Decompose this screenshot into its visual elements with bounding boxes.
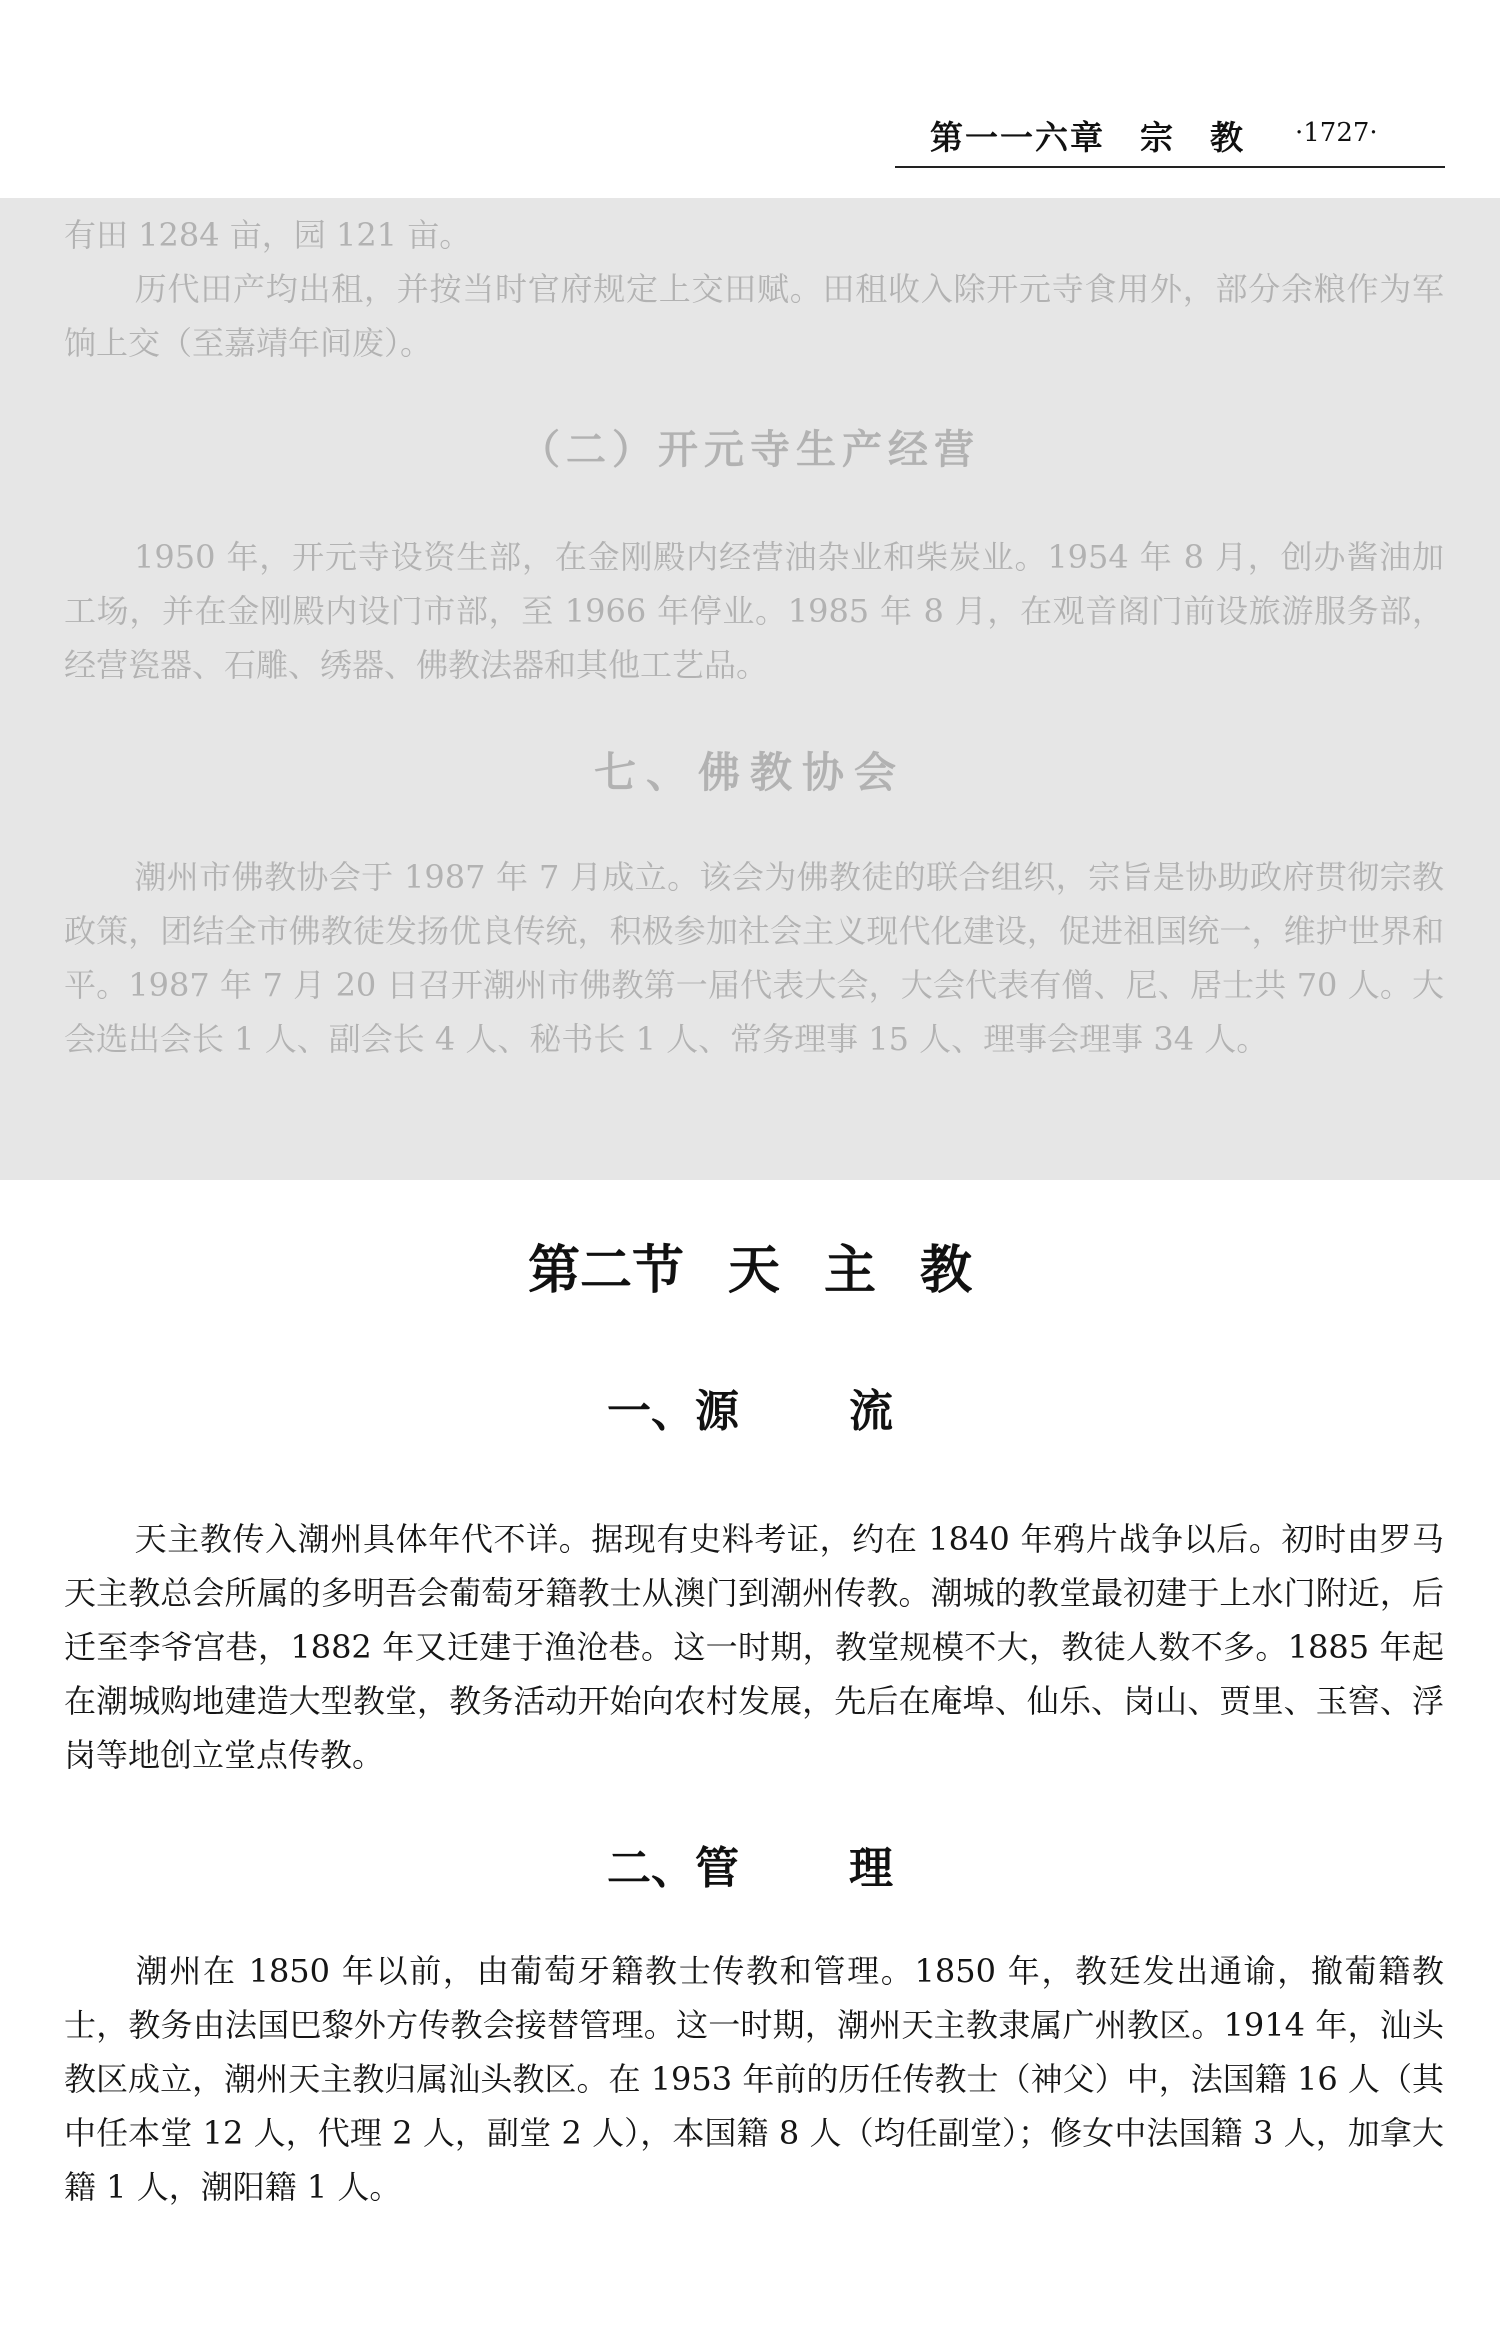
paragraph-rent-text: 历代田产均出租，并按当时官府规定上交田赋。田租收入除开元寺食用外，部分余粮作为军饷上交（至嘉靖年间废）。	[64, 270, 1444, 362]
subsection-origin-heading-a: 一、源	[607, 1386, 739, 1437]
paragraph-origin	[64, 1512, 1444, 1782]
section-title-part1: 第二节	[527, 1240, 684, 1301]
subsection-management-heading	[0, 1832, 1500, 1896]
running-head	[895, 112, 1445, 168]
subsection-origin-heading	[0, 1375, 1500, 1439]
paragraph-association-text: 潮州市佛教协会于 1987 年 7 月成立。该会为佛教徒的联合组织，宗旨是协助政府贯彻宗教政策，团结全市佛教徒发扬优良传统，积极参加社会主义现代化建设，促进祖国统一，维护世界和平。1987 年 7 月 20 日召开潮州市佛教第一届代表大会，大会代表有僧、尼、居士共 70 人。大会选出会长 1 人、副会长 4 人、秘书长 1 人、常务理事 15 人、理事会理事 34 人。	[64, 858, 1444, 1058]
paragraph-rent	[64, 262, 1444, 370]
chapter-title: 第一一六章 宗 教	[930, 118, 1245, 157]
section-title-part4: 教	[920, 1240, 973, 1301]
subheading-production: （二）开元寺生产经营	[520, 426, 980, 473]
paragraph-origin-text: 天主教传入潮州具体年代不详。据现有史料考证，约在 1840 年鸦片战争以后。初时由罗马天主教总会所属的多明吾会葡萄牙籍教士从澳门到潮州传教。潮城的教堂最初建于上水门附近，后迁至李爷宫巷，1882 年又迁建于渔沧巷。这一时期，教堂规模不大，教徒人数不多。1885 年起在潮城购地建造大型教堂，教务活动开始向农村发展，先后在庵埠、仙乐、岗山、贾里、玉窖、浮岗等地创立堂点传教。	[64, 1520, 1444, 1774]
section-title	[0, 1228, 1500, 1303]
subsection-management-heading-a: 二、管	[607, 1843, 739, 1894]
paragraph-business	[64, 530, 1444, 692]
page-number: ·1727·	[1295, 118, 1378, 148]
subsection-management-heading-b: 理	[849, 1843, 893, 1894]
section-title-part2: 天	[727, 1240, 780, 1301]
subsection-origin-heading-b: 流	[849, 1386, 893, 1437]
paragraph-management	[64, 1944, 1444, 2214]
paragraph-business-text: 1950 年，开元寺设资生部，在金刚殿内经营油杂业和柴炭业。1954 年 8 月，创办酱油加工场，并在金刚殿内设门市部，至 1966 年停业。1985 年 8 月，在观音阁门前设旅游服务部，经营瓷器、石雕、绣器、佛教法器和其他工艺品。	[64, 538, 1444, 684]
paragraph-management-text: 潮州在 1850 年以前，由葡萄牙籍教士传教和管理。1850 年，教廷发出通谕，撤葡籍教士，教务由法国巴黎外方传教会接替管理。这一时期，潮州天主教隶属广州教区。1914 年，汕头教区成立，潮州天主教归属汕头教区。在 1953 年前的历任传教士（神父）中，法国籍 16 人（其中任本堂 12 人，代理 2 人，副堂 2 人），本国籍 8 人（均任副堂）；修女中法国籍 3 人，加拿大籍 1 人，潮阳籍 1 人。	[64, 1952, 1444, 2206]
paragraph-land	[64, 208, 1444, 262]
heading-buddhist-association: 七、佛教协会	[593, 748, 906, 797]
paragraph-land-text: 有田 1284 亩，园 121 亩。	[64, 216, 472, 254]
paragraph-association	[64, 850, 1444, 1066]
section-title-part3: 主	[824, 1240, 877, 1301]
